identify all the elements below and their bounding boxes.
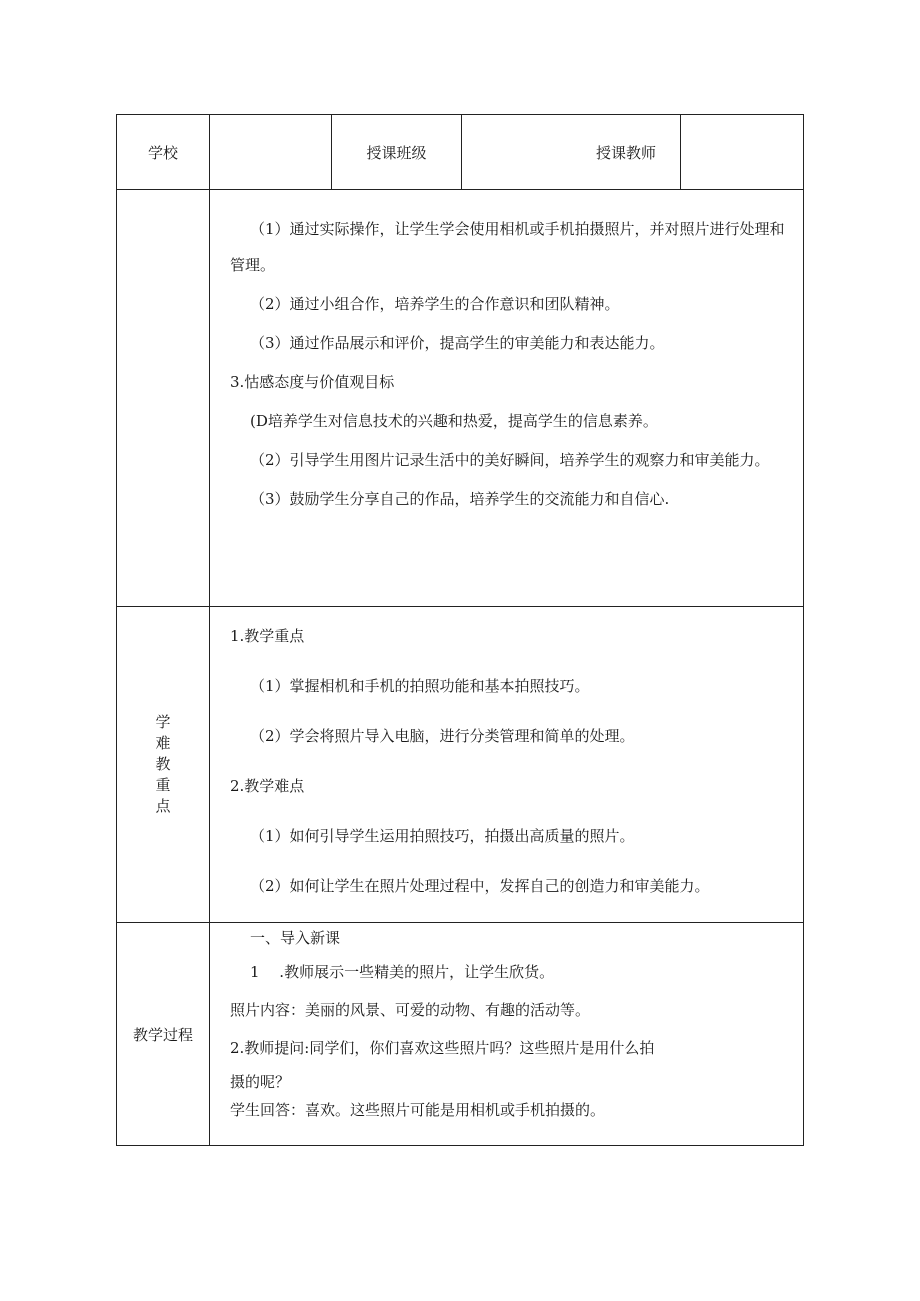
key-points-row xyxy=(117,607,804,923)
difficulty-heading: 2.教学难点 xyxy=(230,777,305,795)
objectives-content xyxy=(210,190,804,607)
school-value xyxy=(210,115,332,190)
objective-line: （2）通过小组合作，培养学生的合作意识和团队精神。 xyxy=(250,295,620,313)
teacher-value xyxy=(681,115,804,190)
key-points-heading: 1.教学重点 xyxy=(230,627,305,645)
objective-line: （2）引导学生用图片记录生活中的美好瞬间，培养学生的观察力和审美能力。 xyxy=(250,451,770,469)
teacher-label-text: 授课教师 xyxy=(595,143,656,162)
process-line: 摄的呢？ xyxy=(230,1073,291,1091)
process-line: 学生回答：喜欢。这些照片可能是用相机或手机拍摄的。 xyxy=(230,1101,606,1119)
key-points-content xyxy=(210,607,804,923)
objective-line: （1）通过实际操作，让学生学会使用相机或手机拍摄照片，并对照片进行处理和管理。 xyxy=(230,220,785,274)
difficulty-line: （1）如何引导学生运用拍照技巧，拍摄出高质量的照片。 xyxy=(250,827,635,845)
lesson-plan-table xyxy=(116,114,804,1146)
teacher-label xyxy=(462,115,681,190)
process-label: 教学过程 xyxy=(117,923,210,1146)
key-points-label: 学难教重点 xyxy=(155,713,171,815)
objective-line: （3）鼓励学生分享自己的作品，培养学生的交流能力和自信心. xyxy=(250,490,670,508)
process-line: 2.教师提问:同学们，你们喜欢这些照片吗？这些照片是用什么拍 xyxy=(230,1039,655,1057)
difficulty-line: （2）如何让学生在照片处理过程中，发挥自己的创造力和审美能力。 xyxy=(250,877,710,895)
process-content xyxy=(210,923,804,1146)
process-row xyxy=(117,923,804,1146)
objective-line: (D培养学生对信息技术的兴趣和热爱，提高学生的信息素养。 xyxy=(250,412,658,430)
school-label: 学校 xyxy=(117,115,210,190)
objective-heading: 3.怙感态度与价值观目标 xyxy=(230,373,395,391)
key-point-line: （2）学会将照片导入电脑，进行分类管理和简单的处理。 xyxy=(250,727,635,745)
header-row xyxy=(117,115,804,190)
objectives-row xyxy=(117,190,804,607)
process-line: 一、导入新课 xyxy=(250,929,341,947)
key-points-label-cell xyxy=(117,607,210,923)
process-line: 1 .教师展示一些精美的照片，让学生欣货。 xyxy=(250,963,555,981)
objective-line: （3）通过作品展示和评价，提高学生的审美能力和表达能力。 xyxy=(250,334,665,352)
process-line: 照片内容：美丽的风景、可爱的动物、有趣的活动等。 xyxy=(230,1001,591,1019)
objectives-label xyxy=(117,190,210,607)
key-point-line: （1）掌握相机和手机的拍照功能和基本拍照技巧。 xyxy=(250,677,590,695)
class-label: 授课班级 xyxy=(332,115,462,190)
